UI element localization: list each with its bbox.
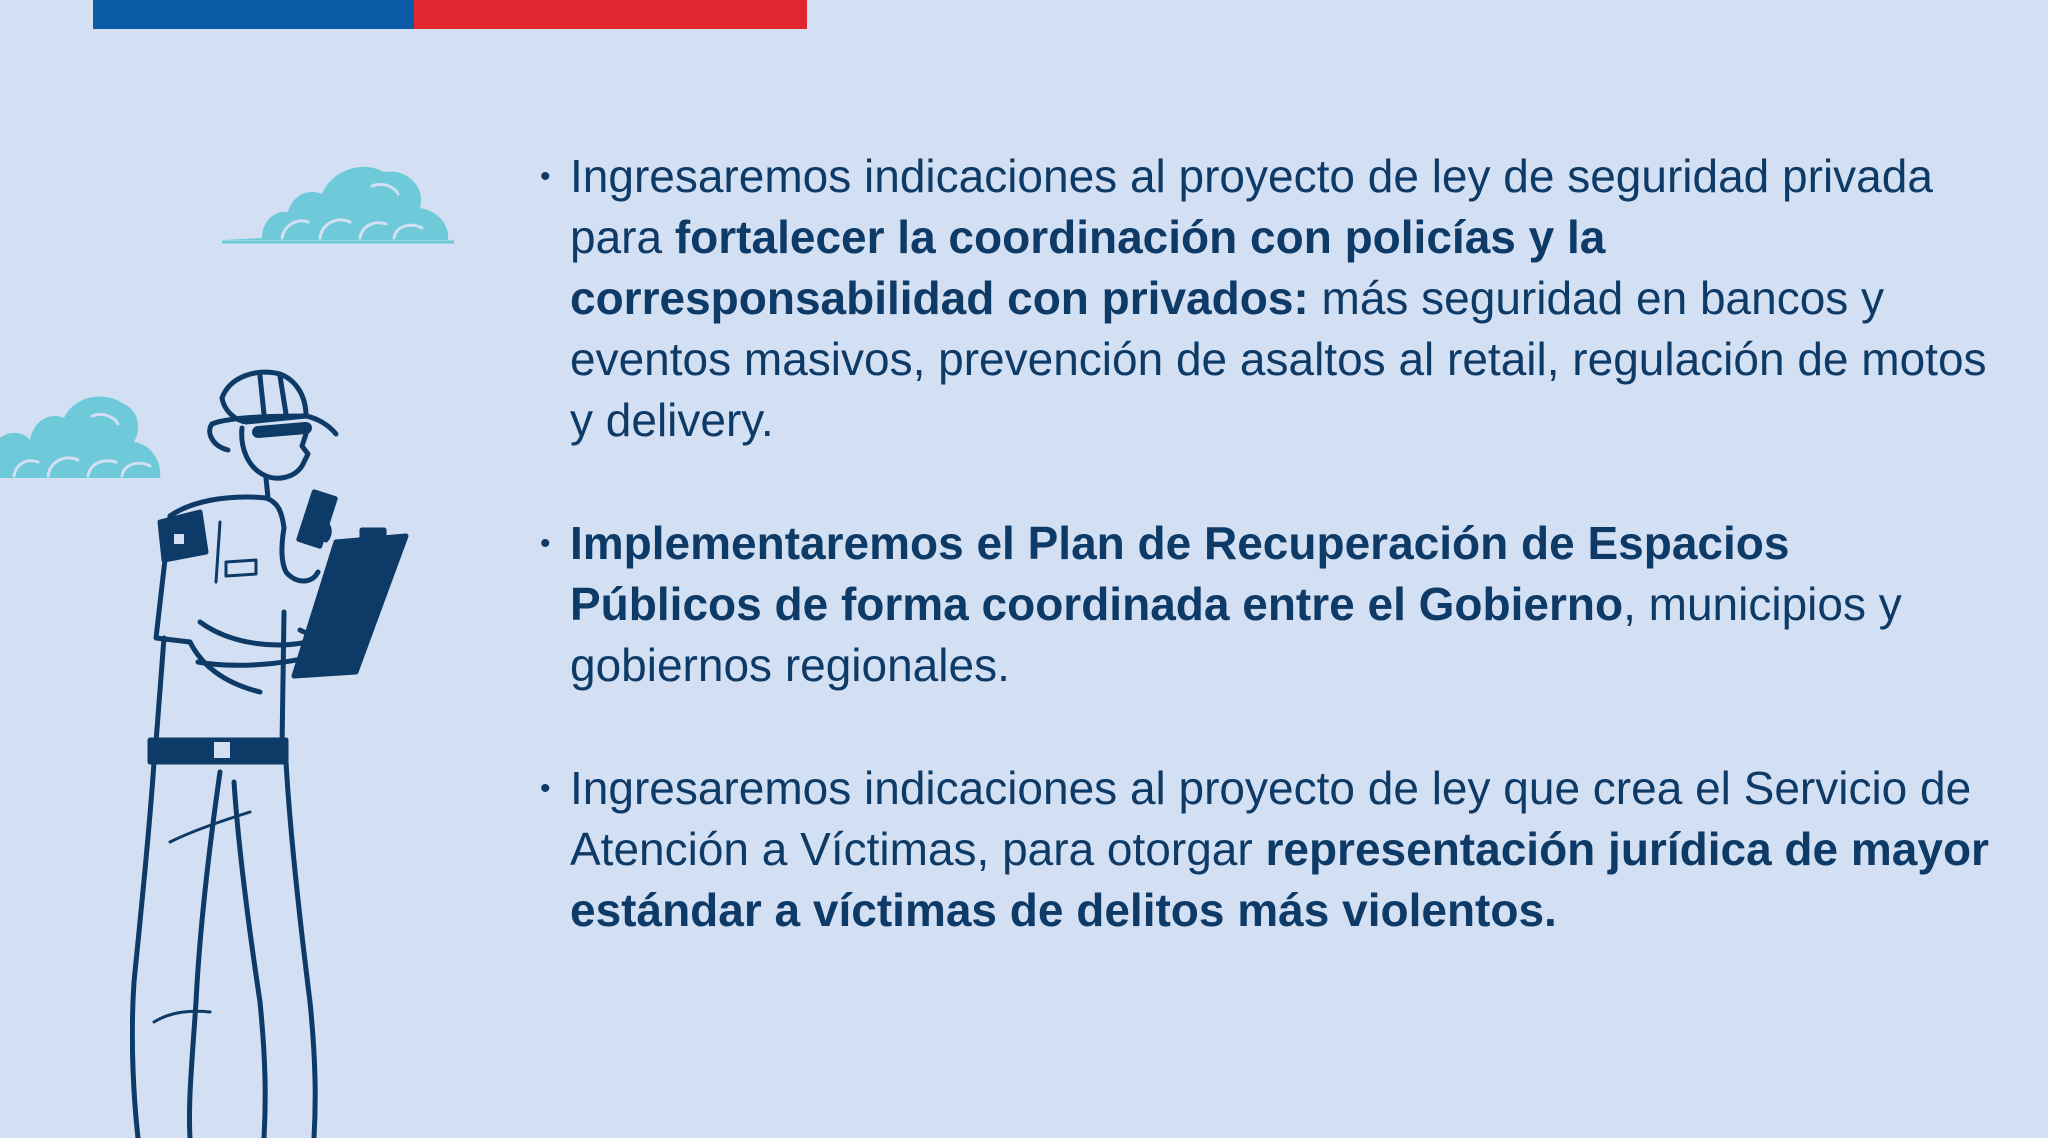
bullet-item-public-spaces bbox=[540, 513, 1990, 696]
bullet-icon: • bbox=[540, 160, 551, 193]
bullet-text: , municipios y gobiernos regionales. bbox=[570, 578, 1902, 691]
bullet-icon: • bbox=[540, 772, 551, 805]
flag-bar-blue bbox=[93, 0, 414, 29]
cloud-icon bbox=[222, 152, 454, 244]
bullet-text-bold: fortalecer la coordinación con policías y la corresponsabilidad con privados: bbox=[570, 211, 1606, 324]
bullet-item-victims-service bbox=[540, 758, 1990, 941]
bullet-icon: • bbox=[540, 527, 551, 560]
bullet-text-bold: Implementaremos el Plan de Recuperación de Espacios Públicos de forma coordinada entre el Gobierno bbox=[570, 517, 1790, 630]
security-guard-illustration bbox=[130, 362, 450, 1138]
bullet-text: más seguridad en bancos y eventos masivos, prevención de asaltos al retail, regulación de motos y delivery. bbox=[570, 272, 1987, 446]
bullet-text: Ingresaremos indicaciones al proyecto de ley de seguridad privada para bbox=[570, 150, 1933, 263]
bullet-text-bold: representación jurídica de mayor estándar a víctimas de delitos más violentos. bbox=[570, 823, 1989, 936]
bullet-text: Ingresaremos indicaciones al proyecto de ley que crea el Servicio de Atención a Víctimas, para otorgar bbox=[570, 762, 1972, 875]
flag-bar bbox=[93, 0, 807, 29]
bullet-list bbox=[540, 146, 1990, 941]
flag-bar-red bbox=[414, 0, 807, 29]
bullet-item-security-law bbox=[540, 146, 1990, 451]
